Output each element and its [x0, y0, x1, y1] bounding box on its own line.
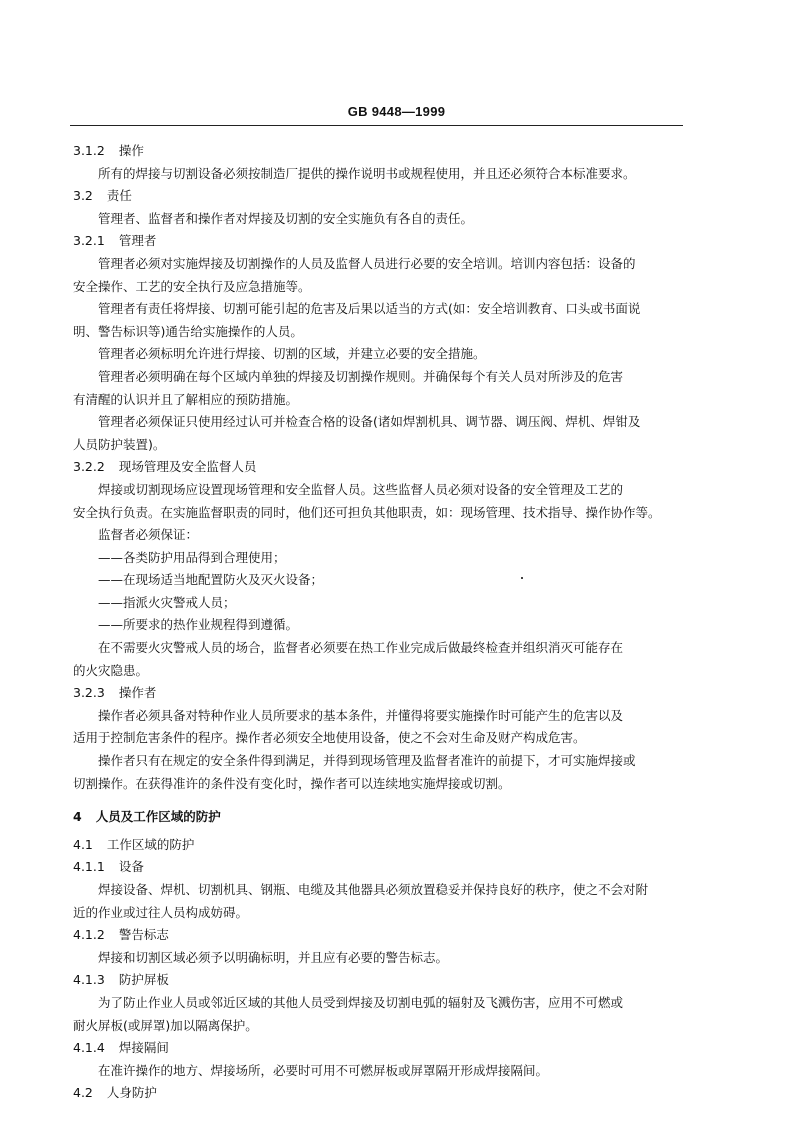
- heading-4-1-3: 4.1.3 防护屏板: [73, 972, 169, 988]
- paragraph-line: 在不需要火灾警戒人员的场合，监督者必须要在热工作业完成后做最终检查并组织消灭可能存在: [98, 640, 624, 656]
- paragraph-line: 切割操作。在获得准许的条件没有变化时，操作者可以连续地实施焊接或切割。: [73, 775, 511, 791]
- paragraph-line: 管理者有责任将焊接、切割可能引起的危害及后果以适当的方式(如：安全培训教育、口头或书面说: [98, 301, 641, 317]
- heading-3-2-1: 3.2.1 管理者: [73, 233, 157, 249]
- paragraph-line: 管理者必须明确在每个区域内单独的焊接及切割操作规则。并确保每个有关人员对所涉及的危害: [98, 368, 624, 384]
- paragraph-line: 有清醒的认识并且了解相应的预防措施。: [73, 391, 299, 407]
- paragraph: 管理者、监督者和操作者对焊接及切割的安全实施负有各自的责任。: [98, 210, 474, 226]
- list-item: ——在现场适当地配置防火及灭火设备；: [98, 572, 324, 588]
- paragraph: 在准许操作的地方、焊接场所，必要时可用不可燃屏板或屏罩隔开形成焊接隔间。: [98, 1062, 549, 1078]
- list-item: ——各类防护用品得到合理使用；: [98, 549, 286, 565]
- paragraph-line: 为了防止作业人员或邻近区域的其他人员受到焊接及切割电弧的辐射及飞溅伤害，应用不可燃或: [98, 994, 624, 1010]
- paragraph-line: 的火灾隐患。: [73, 662, 149, 678]
- paragraph-line: 安全操作、工艺的安全执行及应急措施等。: [73, 278, 311, 294]
- heading-4-1: 4.1 工作区域的防护: [73, 836, 195, 852]
- list-item: ——所要求的热作业规程得到遵循。: [98, 617, 299, 633]
- paragraph: 管理者必须标明允许进行焊接、切割的区域，并建立必要的安全措施。: [98, 346, 486, 362]
- heading-4-1-1: 4.1.1 设备: [73, 859, 144, 875]
- heading-3-2-2: 3.2.2 现场管理及安全监督人员: [73, 459, 257, 475]
- paragraph: 焊接和切割区域必须予以明确标明，并且应有必要的警告标志。: [98, 949, 449, 965]
- heading-4-1-4: 4.1.4 焊接隔间: [73, 1040, 169, 1056]
- page-header: GB 9448—1999: [347, 104, 446, 119]
- paragraph-line: 安全执行负责。在实施监督职责的同时，他们还可担负其他职责，如：现场管理、技术指导、操作协作等。: [73, 504, 661, 520]
- paragraph-line: 管理者必须对实施焊接及切割操作的人员及监督人员进行必要的安全培训。培训内容包括：设备的: [98, 255, 636, 271]
- paragraph-line: 人员防护装置)。: [73, 436, 166, 452]
- paragraph-line: 管理者必须保证只使用经过认可并检查合格的设备(诸如焊割机具、调节器、调压阀、焊机、焊钳及: [98, 414, 641, 430]
- paragraph-line: 耐火屏板(或屏罩)加以隔离保护。: [73, 1017, 258, 1033]
- paragraph-line: 操作者必须具备对特种作业人员所要求的基本条件，并懂得将要实施操作时可能产生的危害以及: [98, 707, 624, 723]
- paragraph-line: 近的作业或过往人员构成妨碍。: [73, 904, 249, 920]
- heading-3-2: 3.2 责任: [73, 188, 132, 204]
- header-rule: [70, 125, 683, 126]
- paragraph-line: 焊接或切割现场应设置现场管理和安全监督人员。这些监督人员必须对设备的安全管理及工艺的: [98, 481, 624, 497]
- heading-4-2: 4.2 人身防护: [73, 1085, 157, 1101]
- list-item: ——指派火灾警戒人员；: [98, 594, 236, 610]
- heading-3-2-3: 3.2.3 操作者: [73, 685, 157, 701]
- heading-4: 4 人员及工作区域的防护: [73, 809, 221, 825]
- scan-speck: [521, 577, 523, 579]
- document-body: [73, 140, 685, 1105]
- heading-3-1-2: 3.1.2 操作: [73, 143, 144, 158]
- paragraph: 所有的焊接与切割设备必须按制造厂提供的操作说明书或规程使用，并且还必须符合本标准要求。: [98, 165, 636, 181]
- paragraph-line: 焊接设备、焊机、切割机具、钢瓶、电缆及其他器具必须放置稳妥并保持良好的秩序，使之不会对附: [98, 882, 649, 897]
- paragraph: 监督者必须保证：: [98, 527, 199, 543]
- paragraph-line: 明、警告标识等)通告给实施操作的人员。: [73, 323, 303, 339]
- paragraph-line: 操作者只有在规定的安全条件得到满足，并得到现场管理及监督者准许的前提下，才可实施焊接或: [98, 753, 636, 769]
- heading-4-1-2: 4.1.2 警告标志: [73, 927, 169, 943]
- section-gap: [73, 795, 685, 806]
- paragraph-line: 适用于控制危害条件的程序。操作者必须安全地使用设备，使之不会对生命及财产构成危害。: [73, 730, 586, 746]
